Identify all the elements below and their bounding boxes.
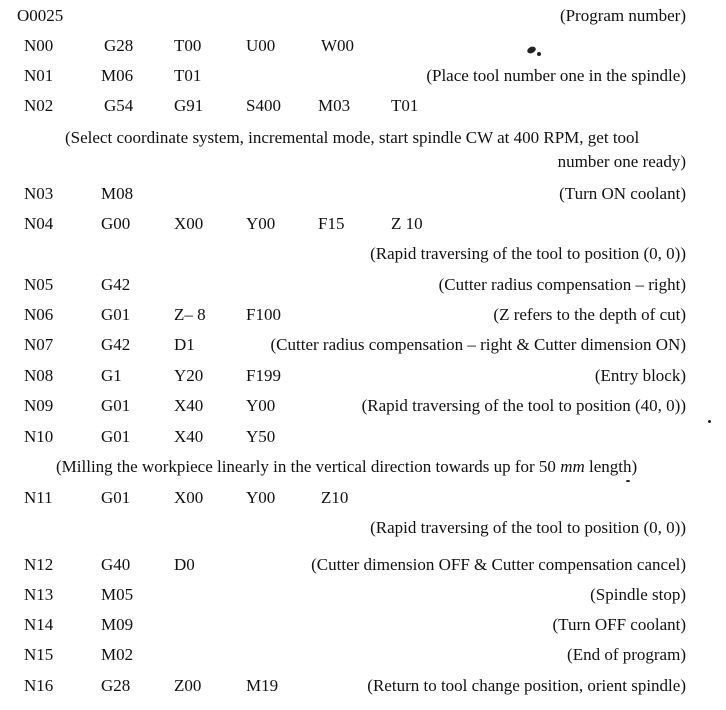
y-word: Y20 xyxy=(174,366,204,385)
block-number: N14 xyxy=(24,615,54,634)
block-number: N02 xyxy=(24,96,54,115)
x-word: X40 xyxy=(174,427,204,446)
block-comment: (Cutter dimension OFF & Cutter compensation cancel) xyxy=(311,555,686,574)
block-number: N07 xyxy=(24,335,54,354)
block-comment xyxy=(56,457,637,477)
tool-word: T00 xyxy=(174,36,202,55)
comment-unit: mm xyxy=(560,457,585,476)
block-comment: (Rapid traversing of the tool to position (0, 0)) xyxy=(370,518,686,537)
block-number: N05 xyxy=(24,275,54,294)
block-number: N09 xyxy=(24,396,54,415)
feed-word: F199 xyxy=(246,366,281,385)
m-code: M05 xyxy=(101,585,134,604)
g-code: G01 xyxy=(101,427,131,446)
ink-speck xyxy=(626,480,630,482)
block-comment: (Rapid traversing of the tool to position (0, 0)) xyxy=(370,244,686,263)
z-word: Z– 8 xyxy=(174,305,206,324)
block-comment: (Cutter radius compensation – right) xyxy=(438,275,686,294)
block-number: N04 xyxy=(24,214,54,233)
tool-word: T01 xyxy=(391,96,419,115)
comment-line: (Select coordinate system, incremental mode, start spindle CW at 400 RPM, get tool xyxy=(65,128,640,147)
block-comment: (Z refers to the depth of cut) xyxy=(493,305,686,324)
block-number: N16 xyxy=(24,676,54,695)
block-number: N10 xyxy=(24,427,54,446)
d-word: D0 xyxy=(174,555,195,574)
m-code: M09 xyxy=(101,615,134,634)
feed-word: F15 xyxy=(318,214,345,233)
y-word: Y50 xyxy=(246,427,276,446)
g-code: G00 xyxy=(101,214,131,233)
m-code: M03 xyxy=(318,96,351,115)
g-code: G54 xyxy=(104,96,134,115)
block-comment: (Rapid traversing of the tool to position (40, 0)) xyxy=(361,396,686,415)
g-code: G1 xyxy=(101,366,122,385)
d-word: D1 xyxy=(174,335,195,354)
block-number: N15 xyxy=(24,645,54,664)
g-code: G91 xyxy=(174,96,204,115)
block-number: N06 xyxy=(24,305,54,324)
x-word: X40 xyxy=(174,396,204,415)
g-code: G28 xyxy=(101,676,131,695)
x-word: X00 xyxy=(174,488,204,507)
z-word: Z00 xyxy=(174,676,202,695)
m-code: M02 xyxy=(101,645,134,664)
g-code: G01 xyxy=(101,396,131,415)
block-number: N00 xyxy=(24,36,54,55)
block-comment: (End of program) xyxy=(567,645,686,664)
g-code: G28 xyxy=(104,36,134,55)
block-number: N11 xyxy=(24,488,53,507)
ink-speck xyxy=(537,52,541,56)
program-number-comment: (Program number) xyxy=(559,6,686,25)
block-comment: (Turn OFF coolant) xyxy=(552,615,686,634)
g-code: G42 xyxy=(101,335,131,354)
y-word: Y00 xyxy=(246,396,276,415)
g-code: G01 xyxy=(101,305,131,324)
block-number: N08 xyxy=(24,366,54,385)
comment-text: (Milling the workpiece linearly in the vertical direction towards up for 50 xyxy=(56,457,561,476)
g-code: G42 xyxy=(101,275,131,294)
block-comment: (Entry block) xyxy=(594,366,686,385)
u-word: U00 xyxy=(246,36,276,55)
feed-word: F100 xyxy=(246,305,281,324)
block-number: N01 xyxy=(24,66,54,85)
g-code: G40 xyxy=(101,555,131,574)
m-code: M06 xyxy=(101,66,134,85)
comment-line: number one ready) xyxy=(557,152,686,171)
block-comment: (Turn ON coolant) xyxy=(559,184,686,203)
block-number: N03 xyxy=(24,184,54,203)
y-word: Y00 xyxy=(246,214,276,233)
g-code: G01 xyxy=(101,488,131,507)
ink-speck xyxy=(708,420,711,423)
z-word: Z 10 xyxy=(391,214,423,233)
ink-speck xyxy=(526,45,537,54)
program-code: O0025 xyxy=(17,6,64,25)
z-word: Z10 xyxy=(321,488,349,507)
m-code: M19 xyxy=(246,676,279,695)
block-number: N12 xyxy=(24,555,54,574)
y-word: Y00 xyxy=(246,488,276,507)
comment-text: length) xyxy=(584,457,638,476)
block-comment: (Place tool number one in the spindle) xyxy=(426,66,686,85)
m-code: M08 xyxy=(101,184,134,203)
tool-word: T01 xyxy=(174,66,202,85)
block-number: N13 xyxy=(24,585,54,604)
block-comment: (Spindle stop) xyxy=(590,585,686,604)
w-word: W00 xyxy=(321,36,355,55)
block-comment: (Return to tool change position, orient spindle) xyxy=(367,676,686,695)
x-word: X00 xyxy=(174,214,204,233)
block-comment: (Cutter radius compensation – right & Cutter dimension ON) xyxy=(270,335,686,354)
spindle-speed-word: S400 xyxy=(246,96,281,115)
